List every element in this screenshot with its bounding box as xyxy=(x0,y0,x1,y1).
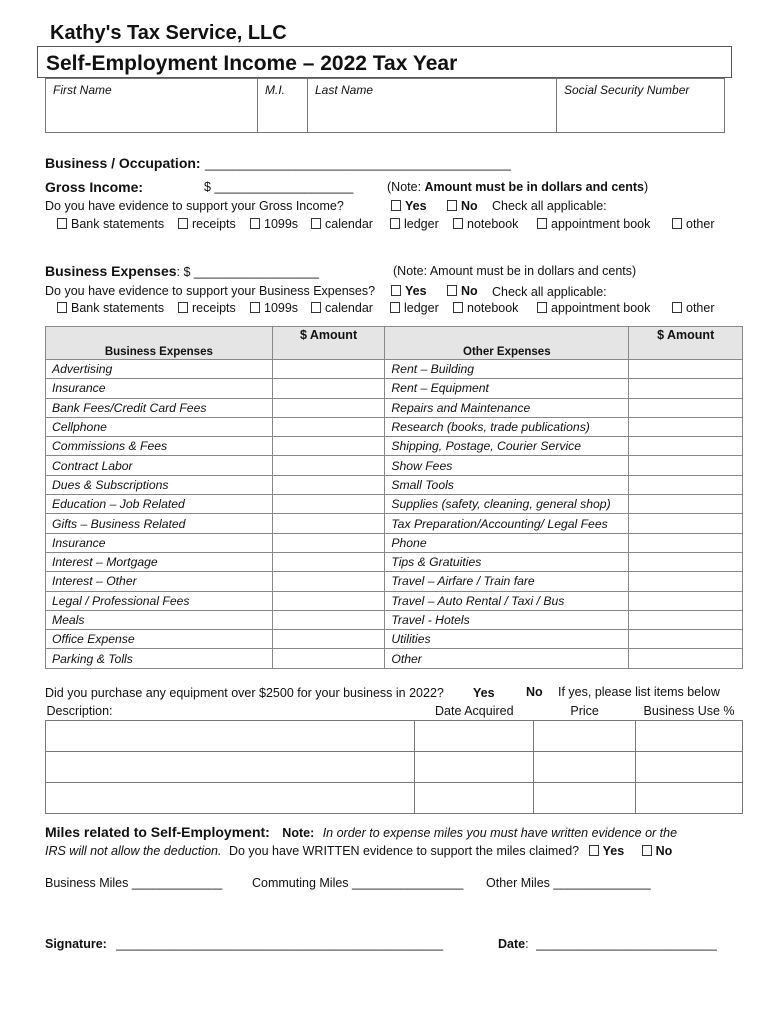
cell[interactable] xyxy=(46,752,415,783)
business-expense-item: Parking & Tolls xyxy=(46,649,273,668)
expenses-check-all: Check all applicable: xyxy=(492,285,607,299)
business-expense-item: Legal / Professional Fees xyxy=(46,591,273,610)
other-expense-item: Research (books, trade publications) xyxy=(385,417,629,436)
miles-note-2: IRS will not allow the deduction. xyxy=(45,844,222,858)
equipment-question: Did you purchase any equipment over $2500 for your business in 2022? xyxy=(45,686,444,700)
business-expenses-label: Business Expenses xyxy=(45,263,177,279)
expense-row xyxy=(46,552,743,571)
date-row: Date: __________________________ xyxy=(498,937,717,951)
commuting-miles-line[interactable]: ________________ xyxy=(352,876,464,890)
other-miles-line[interactable]: ______________ xyxy=(553,876,651,890)
other-expense-item: Tips & Gratuities xyxy=(385,552,629,571)
business-expense-amount[interactable] xyxy=(272,456,385,475)
gross-yes-option[interactable]: Yes xyxy=(391,199,427,213)
expenses-yes-option[interactable]: Yes xyxy=(391,284,427,298)
option-1099s[interactable]: 1099s xyxy=(250,301,298,315)
other-expense-amount[interactable] xyxy=(629,649,743,668)
business-expense-amount[interactable] xyxy=(272,514,385,533)
gross-check-all: Check all applicable: xyxy=(492,199,607,213)
cell[interactable] xyxy=(534,721,636,752)
other-expense-amount[interactable] xyxy=(629,591,743,610)
expenses-evidence-question: Do you have evidence to support your Business Expenses? xyxy=(45,284,376,298)
note-bold: Amount must be in dollars and cents xyxy=(424,180,645,194)
occupation-line[interactable]: ____________________________________________ xyxy=(205,157,511,171)
business-expense-amount[interactable] xyxy=(272,398,385,417)
business-expense-amount[interactable] xyxy=(272,417,385,436)
date-line[interactable]: __________________________ xyxy=(536,937,717,951)
equipment-row xyxy=(46,721,743,752)
other-expenses-header: Other Expenses xyxy=(385,327,629,360)
form-title: Self-Employment Income – 2022 Tax Year xyxy=(46,52,458,75)
occupation-row xyxy=(45,155,511,173)
equipment-table xyxy=(45,702,743,814)
checkbox[interactable] xyxy=(537,218,547,229)
miles-note-label: Note: xyxy=(282,826,315,840)
gross-evidence-question: Do you have evidence to support your Gross Income? xyxy=(45,199,344,213)
checkbox[interactable] xyxy=(453,302,463,313)
cell[interactable] xyxy=(636,783,743,814)
checkbox[interactable] xyxy=(391,200,401,211)
option-calendar[interactable]: calendar xyxy=(311,301,373,315)
other-expense-amount[interactable] xyxy=(629,552,743,571)
business-expense-item: Interest – Mortgage xyxy=(46,552,273,571)
expense-row xyxy=(46,630,743,649)
cell[interactable] xyxy=(534,783,636,814)
equipment-yes[interactable]: Yes xyxy=(473,686,495,700)
expense-row xyxy=(46,379,743,398)
expense-row xyxy=(46,398,743,417)
checkbox[interactable] xyxy=(311,302,321,313)
other-expense-item: Repairs and Maintenance xyxy=(385,398,629,417)
note-suffix: ) xyxy=(644,180,649,194)
checkbox[interactable] xyxy=(178,218,188,229)
left-amount-header: $ Amount xyxy=(272,327,385,360)
other-expense-amount[interactable] xyxy=(629,456,743,475)
expenses-table-body xyxy=(46,360,743,669)
option-bank-statements[interactable]: Bank statements xyxy=(57,217,164,231)
business-expenses-note: (Note: Amount must be in dollars and cents) xyxy=(393,264,637,278)
option-bank-statements[interactable]: Bank statements xyxy=(57,301,164,315)
occupation-label: Business / Occupation: xyxy=(45,155,201,171)
miles-note-1: In order to expense miles you must have written evidence or the xyxy=(322,826,678,840)
other-expense-amount[interactable] xyxy=(629,398,743,417)
business-expense-item: Contract Labor xyxy=(46,456,273,475)
business-expense-amount[interactable] xyxy=(272,533,385,552)
business-expense-amount[interactable] xyxy=(272,552,385,571)
mi-field[interactable]: M.I. xyxy=(258,79,308,132)
expense-row xyxy=(46,360,743,379)
miles-label: Miles related to Self-Employment xyxy=(45,824,266,840)
business-expense-item: Office Expense xyxy=(46,630,273,649)
business-expense-item: Education – Job Related xyxy=(46,495,273,514)
commuting-miles: Commuting Miles ________________ xyxy=(252,876,464,890)
business-expense-item: Cellphone xyxy=(46,417,273,436)
cell[interactable] xyxy=(415,752,534,783)
checkbox[interactable] xyxy=(311,218,321,229)
option-appointment-book[interactable]: appointment book xyxy=(537,217,650,231)
checkbox[interactable] xyxy=(453,218,463,229)
signature-label: Signature: xyxy=(45,937,107,951)
expense-row xyxy=(46,475,743,494)
checkbox[interactable] xyxy=(672,302,682,313)
checkbox[interactable] xyxy=(447,200,457,211)
business-expense-amount[interactable] xyxy=(272,630,385,649)
option-1099s[interactable]: 1099s xyxy=(250,217,298,231)
business-expense-amount[interactable] xyxy=(272,572,385,591)
cell[interactable] xyxy=(46,721,415,752)
miles-question: Do you have WRITTEN evidence to support the miles claimed? xyxy=(228,844,580,858)
option-ledger[interactable]: ledger xyxy=(390,217,439,231)
business-expense-amount[interactable] xyxy=(272,649,385,668)
business-expense-amount[interactable] xyxy=(272,360,385,379)
business-expenses-row xyxy=(45,263,319,281)
other-expense-item: Shipping, Postage, Courier Service xyxy=(385,437,629,456)
business-expense-item: Advertising xyxy=(46,360,273,379)
business-expense-item: Commissions & Fees xyxy=(46,437,273,456)
col-business-use: Business Use % xyxy=(636,702,743,721)
other-expense-amount[interactable] xyxy=(629,495,743,514)
option-appointment-book[interactable]: appointment book xyxy=(537,301,650,315)
expense-row xyxy=(46,437,743,456)
cell[interactable] xyxy=(46,783,415,814)
cell[interactable] xyxy=(636,721,743,752)
business-expense-item: Insurance xyxy=(46,533,273,552)
miles-row-1: Miles related to Self-Employment: Note: In order to expense miles you must have written evidence or the xyxy=(45,824,678,840)
expenses-table xyxy=(45,326,743,669)
other-expense-amount[interactable] xyxy=(629,533,743,552)
option-other[interactable]: other xyxy=(672,301,715,315)
option-other[interactable]: other xyxy=(672,217,715,231)
equipment-if-yes: If yes, please list items below xyxy=(558,685,720,699)
business-expense-amount[interactable] xyxy=(272,495,385,514)
option-ledger[interactable]: ledger xyxy=(390,301,439,315)
other-expense-amount[interactable] xyxy=(629,610,743,629)
business-expense-amount[interactable] xyxy=(272,591,385,610)
equipment-no[interactable]: No xyxy=(526,685,543,699)
business-expense-amount[interactable] xyxy=(272,379,385,398)
expenses-no-option[interactable]: No xyxy=(447,284,478,298)
other-expense-item: Phone xyxy=(385,533,629,552)
first-name-field[interactable]: First Name xyxy=(46,79,258,132)
other-expense-item: Rent – Equipment xyxy=(385,379,629,398)
business-expense-item: Bank Fees/Credit Card Fees xyxy=(46,398,273,417)
option-notebook[interactable]: notebook xyxy=(453,301,518,315)
name-fields xyxy=(45,78,725,133)
equipment-row xyxy=(46,783,743,814)
other-expense-item: Other xyxy=(385,649,629,668)
other-expense-amount[interactable] xyxy=(629,360,743,379)
expense-row xyxy=(46,495,743,514)
business-miles-line[interactable]: _____________ xyxy=(131,876,223,890)
other-expense-item: Travel – Airfare / Train fare xyxy=(385,572,629,591)
expense-row xyxy=(46,610,743,629)
date-label: Date xyxy=(498,937,526,951)
cell[interactable] xyxy=(415,721,534,752)
other-expense-item: Utilities xyxy=(385,630,629,649)
expense-row xyxy=(46,417,743,436)
business-expense-amount[interactable] xyxy=(272,475,385,494)
other-expense-item: Small Tools xyxy=(385,475,629,494)
equipment-row xyxy=(46,752,743,783)
other-expense-item: Supplies (safety, cleaning, general shop) xyxy=(385,495,629,514)
business-expense-amount[interactable] xyxy=(272,437,385,456)
business-expense-item: Meals xyxy=(46,610,273,629)
other-expense-item: Travel - Hotels xyxy=(385,610,629,629)
expense-row xyxy=(46,591,743,610)
other-expense-item: Tax Preparation/Accounting/ Legal Fees xyxy=(385,514,629,533)
other-expense-amount[interactable] xyxy=(629,630,743,649)
expense-row xyxy=(46,456,743,475)
business-expense-amount[interactable] xyxy=(272,610,385,629)
company-name: Kathy's Tax Service, LLC xyxy=(50,22,287,44)
expense-row xyxy=(46,533,743,552)
expense-row xyxy=(46,649,743,668)
checkbox[interactable] xyxy=(250,302,260,313)
gross-income-line[interactable]: $ ____________________ xyxy=(204,180,354,194)
checkbox[interactable] xyxy=(672,218,682,229)
business-expense-item: Gifts – Business Related xyxy=(46,514,273,533)
other-expense-amount[interactable] xyxy=(629,379,743,398)
miles-row-2 xyxy=(45,844,672,858)
checkbox[interactable] xyxy=(589,845,599,856)
other-expense-item: Travel – Auto Rental / Taxi / Bus xyxy=(385,591,629,610)
cell[interactable] xyxy=(534,752,636,783)
checkbox[interactable] xyxy=(642,845,652,856)
other-miles: Other Miles ______________ xyxy=(486,876,651,890)
other-expense-amount[interactable] xyxy=(629,475,743,494)
checkbox[interactable] xyxy=(390,302,400,313)
gross-no-option[interactable]: No xyxy=(447,199,478,213)
checkbox[interactable] xyxy=(447,285,457,296)
business-expense-item: Insurance xyxy=(46,379,273,398)
checkbox[interactable] xyxy=(57,302,67,313)
business-expense-item: Dues & Subscriptions xyxy=(46,475,273,494)
expense-row xyxy=(46,514,743,533)
right-amount-header: $ Amount xyxy=(629,327,743,360)
other-expense-amount[interactable] xyxy=(629,514,743,533)
col-description: Description: xyxy=(46,702,415,721)
checkbox[interactable] xyxy=(250,218,260,229)
cell[interactable] xyxy=(415,783,534,814)
checkbox[interactable] xyxy=(391,285,401,296)
gross-income-note xyxy=(387,180,648,194)
business-expenses-header: Business Expenses xyxy=(46,327,273,360)
other-expense-item: Rent – Building xyxy=(385,360,629,379)
title-box xyxy=(37,46,732,78)
checkbox[interactable] xyxy=(178,302,188,313)
miles-yes-option[interactable]: Yes xyxy=(589,844,625,858)
other-expense-amount[interactable] xyxy=(629,437,743,456)
signature-line[interactable]: _______________________________________________ xyxy=(116,937,444,951)
other-expense-amount[interactable] xyxy=(629,572,743,591)
option-receipts[interactable]: receipts xyxy=(178,217,236,231)
last-name-field[interactable]: Last Name xyxy=(308,79,557,132)
business-expense-item: Interest – Other xyxy=(46,572,273,591)
checkbox[interactable] xyxy=(57,218,67,229)
option-receipts[interactable]: receipts xyxy=(178,301,236,315)
business-miles: Business Miles _____________ xyxy=(45,876,223,890)
other-expense-item: Show Fees xyxy=(385,456,629,475)
business-expenses-line[interactable]: : $ __________________ xyxy=(176,265,320,279)
gross-income-label: Gross Income: xyxy=(45,179,144,195)
checkbox[interactable] xyxy=(390,218,400,229)
checkbox[interactable] xyxy=(537,302,547,313)
col-price: Price xyxy=(534,702,636,721)
col-date-acquired: Date Acquired xyxy=(415,702,534,721)
option-calendar[interactable]: calendar xyxy=(311,217,373,231)
expense-row xyxy=(46,572,743,591)
note-prefix: (Note: xyxy=(387,180,422,194)
signature-row xyxy=(45,937,443,951)
miles-no-option[interactable]: No xyxy=(642,844,673,858)
other-expense-amount[interactable] xyxy=(629,417,743,436)
ssn-field[interactable]: Social Security Number xyxy=(564,83,690,97)
option-notebook[interactable]: notebook xyxy=(453,217,518,231)
cell[interactable] xyxy=(636,752,743,783)
